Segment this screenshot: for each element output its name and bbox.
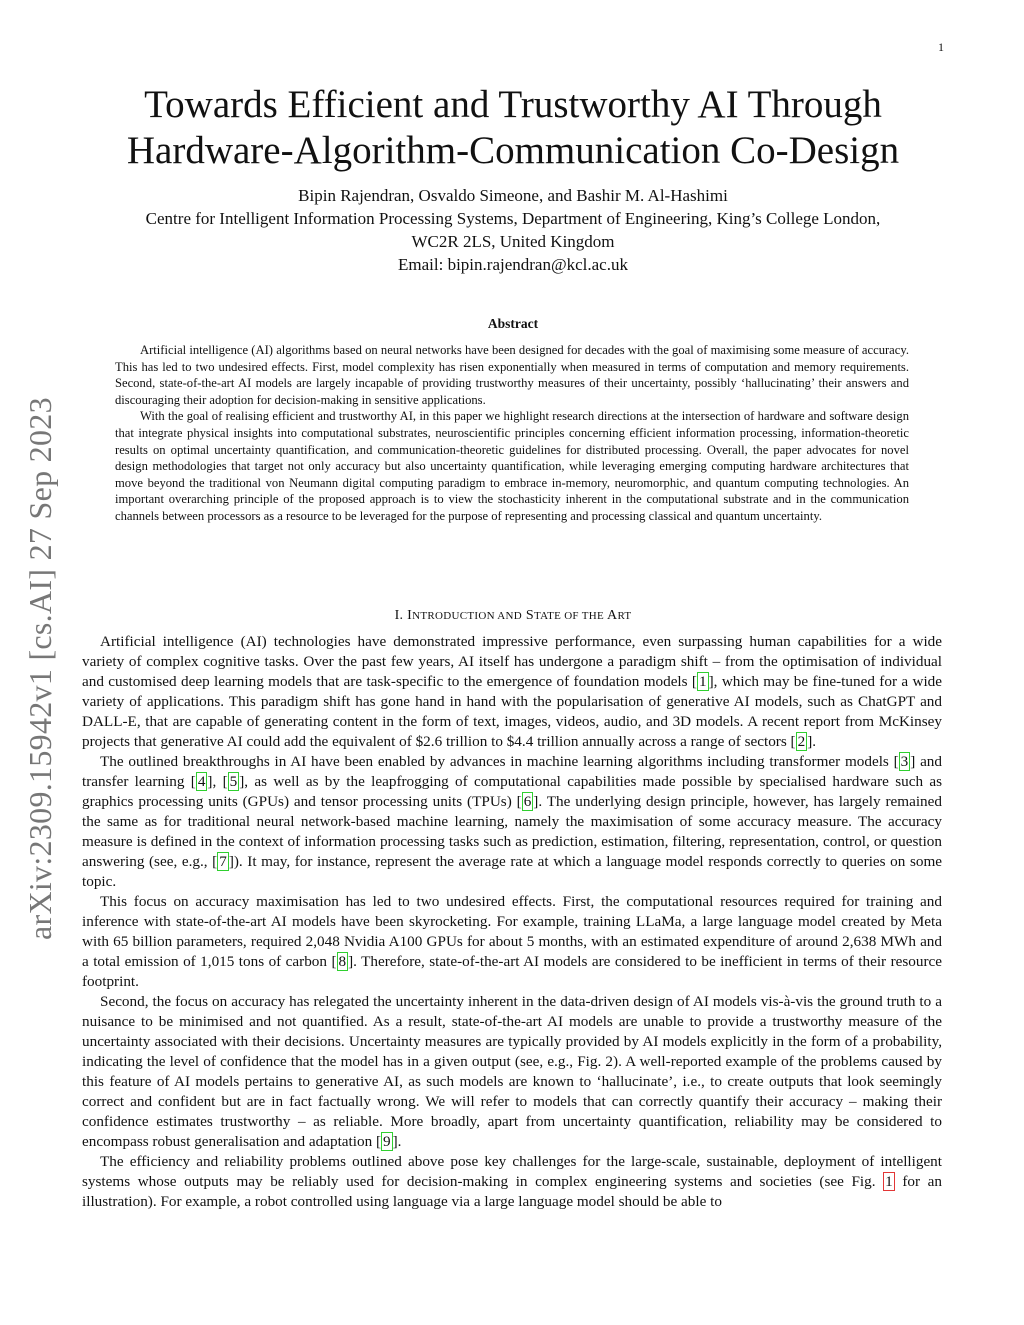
abstract-paragraph-2: With the goal of realising efficient and trustworthy AI, in this paper we highlight research directions at the intersection of hardware and software design that integrate physical insights into computational substrates, neuroscientific principles concerning efficient information processing, information-theoretic results on optimal uncertainty quantification, and communication-theoretic guidelines for distributed processing. Overall, the paper advocates for novel design methodologies that target not only accuracy but also uncertainty quantification, while leveraging emerging computing hardware architectures that move beyond the traditional von Neumann digital computing paradigm to embrace in-memory, neuromorphic, and quantum computing technologies. An important overarching principle of the proposed approach is to view the stochasticity inherent in the computational substrate and in the communication channels between processors as a resource to be leveraged for the purpose of representing and processing classical and quantum uncertainty.	[115, 409, 909, 523]
author-email[interactable]: Email: bipin.rajendran@kcl.ac.uk	[398, 255, 628, 274]
author-block	[84, 184, 942, 276]
text-run: ] and transfer learning [	[82, 753, 942, 790]
section-small-2: TATE OF THE	[533, 610, 604, 622]
citation-link[interactable]: 1	[699, 673, 707, 690]
section-small-3: RT	[617, 610, 632, 622]
body-paragraph-1	[82, 632, 942, 752]
citation-link[interactable]: 4	[197, 773, 206, 790]
figure-link[interactable]: 1	[885, 1173, 893, 1190]
page-number: 1	[938, 40, 944, 54]
body-text	[82, 632, 942, 1212]
paper-title	[84, 82, 942, 174]
section-numeral: I.	[394, 608, 404, 623]
text-run: ]. The underlying design principle, however, has largely remained the same as for traditional neural network-based machine learning, namely the maximisation of some accuracy measure. The accuracy measure is defined in the context of information processing tasks such as prediction, estimation, filtering, representation, control, or question answering (see, e.g., [	[82, 793, 942, 870]
citation-link[interactable]: 6	[523, 793, 532, 810]
arxiv-stamp[interactable]: arXiv:2309.15942v1 [cs.AI] 27 Sep 2023	[22, 397, 58, 940]
body-paragraph-5	[82, 1152, 942, 1212]
section-small-1: NTRODUCTION AND	[412, 610, 523, 622]
text-run: ].	[392, 1133, 402, 1150]
text-run: This focus on accuracy maximisation has led to two undesired effects. First, the computational resources required for training and inference with state-of-the-art AI models have been skyrocketing. For example, training LLaMa, a large language model created by Meta with 65 billion parameters, required 2,048 Nvidia A100 GPUs for about 5 months, with an estimated expenditure of around 2,638 MWh and a total emission of 1,015 tons of carbon [	[82, 893, 942, 970]
citation-link[interactable]: 8	[338, 953, 347, 970]
section-cap-1: I	[407, 608, 413, 623]
text-run: ].	[807, 733, 817, 750]
abstract-heading: Abstract	[487, 316, 539, 331]
text-run: ]). It may, for instance, represent the average rate at which a language model responds correctly to queries on some topic.	[82, 853, 943, 890]
abstract-paragraph-1: Artificial intelligence (AI) algorithms based on neural networks have been designed for decades with the goal of maximising some measure of accuracy. This has led to two undesired effects. First, model complexity has risen exponentially when measured in terms of computation and memory requirements. Second, state-of-the-art AI models are largely incapable of providing trustworthy measures of their uncertainty, possibly ‘hallucinating’ their answers and discouraging their adoption for decision-making in sensitive applications.	[115, 343, 909, 407]
citation-link[interactable]: 3	[900, 753, 909, 770]
body-paragraph-2	[82, 752, 942, 892]
body-paragraph-4	[82, 992, 942, 1152]
affiliation-line-2: WC2R 2LS, United Kingdom	[411, 232, 615, 251]
text-run: Artificial intelligence (AI) technologies have demonstrated impressive performance, even surpassing human capabilities for a wide variety of complex cognitive tasks. Over the past few years, AI itself has undergone a paradigm shift – from the optimisation of individual and customised deep learning models that are task-specific to the emergence of foundation models [	[82, 633, 942, 690]
citation-link[interactable]: 7	[219, 853, 227, 870]
text-run: ], [	[207, 773, 228, 790]
affiliation-line-1: Centre for Intelligent Information Processing Systems, Department of Engineering, King’s College London,	[145, 209, 881, 228]
citation-link[interactable]: 9	[383, 1133, 391, 1150]
title-line-2: Hardware-Algorithm-Communication Co-Design	[126, 129, 900, 172]
text-run: for an illustration). For example, a robot controlled using language via a large language model should be able to	[82, 1173, 942, 1210]
text-run: ], which may be fine-tuned for a wide variety of applications. This paradigm shift has gone hand in hand with the popularisation of generative AI models, such as ChatGPT and DALL-E, that are capable of generating content in the form of text, images, videos, audio, and 3D models. A recent report from McKinsey projects that generative AI could add the equivalent of $2.6 trillion to $4.4 trillion annually across a range of sectors [	[82, 673, 942, 750]
text-run: ]. Therefore, state-of-the-art AI models are considered to be inefficient in terms of their resource footprint.	[82, 953, 943, 990]
section-heading	[84, 608, 942, 624]
text-run: ], as well as by the leapfrogging of computational capabilities made possible by specialised hardware such as graphics processing units (GPUs) and tensor processing units (TPUs) [	[82, 773, 943, 810]
section-cap-3: A	[607, 608, 618, 623]
citation-link[interactable]: 5	[229, 773, 238, 790]
text-run: The efficiency and reliability problems outlined above pose key challenges for the large-scale, sustainable, deployment of intelligent systems whose outputs may be reliably used for decision-making in complex engineering systems and societies (see Fig.	[82, 1153, 942, 1190]
citation-link[interactable]: 2	[797, 733, 806, 750]
title-line-1: Towards Efficient and Trustworthy AI Through	[144, 83, 882, 126]
abstract-body	[115, 342, 909, 525]
text-run: The outlined breakthroughs in AI have been enabled by advances in machine learning algorithms including transformer models [	[100, 753, 899, 770]
text-run: Second, the focus on accuracy has relegated the uncertainty inherent in the data-driven design of AI models vis-à-vis the ground truth to a nuisance to be minimised and not quantified. As a result, state-of-the-art AI models are unable to provide a trustworthy measure of the uncertainty associated with their decisions. Uncertainty measures are typically provided by AI models explicitly in the form of a probability, indicating the level of confidence that the model has in a given output (see, e.g., Fig. 2). A well-reported example of the problems caused by this feature of AI models pertains to generative AI, as such models are known to ‘hallucinate’, i.e., to create outputs that look seemingly correct and confident but are in fact factually wrong. We will refer to models that can correctly quantify their accuracy – making their confidence estimates trustworthy – as reliable. More broadly, apart from uncertainty quantification, reliability may be considered to encompass robust generalisation and adaptation [	[82, 993, 942, 1150]
section-cap-2: S	[525, 608, 534, 623]
author-names: Bipin Rajendran, Osvaldo Simeone, and Bashir M. Al-Hashimi	[298, 186, 728, 205]
body-paragraph-3	[82, 892, 942, 992]
